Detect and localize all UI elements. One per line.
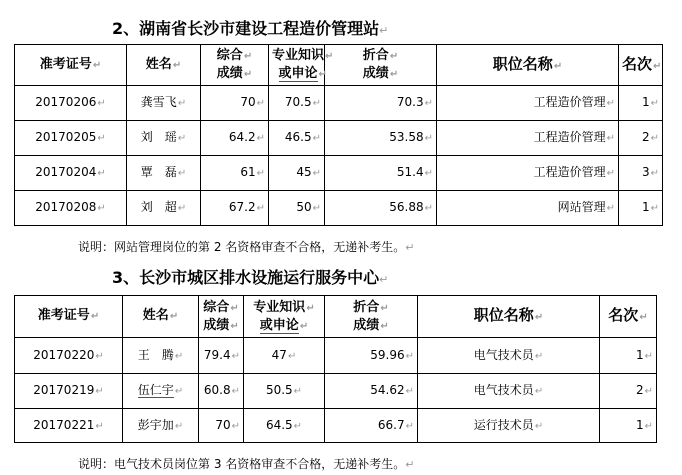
table-row (15, 409, 657, 443)
cell-position: 电气技术员↵ (418, 338, 600, 374)
cell-composite-score: 61↵ (201, 156, 269, 191)
cell-converted-score: 56.88↵ (325, 191, 437, 226)
header-name: 姓名↵ (127, 45, 201, 86)
cell-name: 刘 超↵ (127, 191, 201, 226)
table-row (15, 338, 657, 374)
cell-professional: 45↵ (269, 156, 325, 191)
cell-professional: 50.5↵ (244, 374, 325, 409)
cell-position: 运行技术员↵ (418, 409, 600, 443)
header-composite-score: 综合↵ 成绩↵ (201, 45, 269, 86)
cell-position: 工程造价管理↵ (437, 86, 619, 121)
header-position: 职位名称↵ (437, 45, 619, 86)
section-heading: 2、湖南省长沙市建设工程造价管理站↵ (112, 19, 389, 38)
header-name: 姓名↵ (123, 296, 199, 338)
cell-rank: 1↵ (600, 409, 657, 443)
cell-converted-score: 66.7↵ (325, 409, 418, 443)
cell-rank: 1↵ (600, 338, 657, 374)
header-rank: 名次↵ (600, 296, 657, 338)
header-composite-score: 综合↵ 成绩↵ (199, 296, 244, 338)
cell-converted-score: 54.62↵ (325, 374, 418, 409)
cell-composite-score: 64.2↵ (201, 121, 269, 156)
cell-name: 覃 磊↵ (127, 156, 201, 191)
table-header-row (15, 45, 663, 86)
cell-composite-score: 79.4↵ (199, 338, 244, 374)
header-exam-id: 准考证号↵ (15, 45, 127, 86)
cell-exam-id: 20170206↵ (15, 86, 127, 121)
cell-converted-score: 59.96↵ (325, 338, 418, 374)
header-exam-id: 准考证号↵ (15, 296, 123, 338)
cell-exam-id: 20170220↵ (15, 338, 123, 374)
cell-rank: 1↵ (619, 86, 663, 121)
cell-composite-score: 60.8↵ (199, 374, 244, 409)
section-heading: 3、长沙市城区排水设施运行服务中心↵ (112, 268, 389, 287)
cell-converted-score: 51.4↵ (325, 156, 437, 191)
results-table (14, 44, 663, 226)
cell-exam-id: 20170208↵ (15, 191, 127, 226)
header-converted-score: 折合↵ 成绩↵ (325, 45, 437, 86)
cell-rank: 3↵ (619, 156, 663, 191)
cell-professional: 46.5↵ (269, 121, 325, 156)
section-note: 说明：网站管理岗位的第 2 名资格审查不合格，无递补考生。↵ (78, 240, 415, 254)
cell-composite-score: 70↵ (199, 409, 244, 443)
cell-composite-score: 70↵ (201, 86, 269, 121)
cell-exam-id: 20170204↵ (15, 156, 127, 191)
table-row (15, 374, 657, 409)
cell-composite-score: 67.2↵ (201, 191, 269, 226)
cell-position: 电气技术员↵ (418, 374, 600, 409)
cell-exam-id: 20170205↵ (15, 121, 127, 156)
cell-professional: 50↵ (269, 191, 325, 226)
cell-converted-score: 53.58↵ (325, 121, 437, 156)
header-professional: 专业知识↵ 或申论↵ (269, 45, 325, 86)
table-row (15, 156, 663, 191)
cell-professional: 70.5↵ (269, 86, 325, 121)
results-table (14, 295, 657, 443)
cell-rank: 2↵ (619, 121, 663, 156)
cell-professional: 47↵ (244, 338, 325, 374)
section-note: 说明：电气技术员岗位第 3 名资格审查不合格，无递补考生。↵ (78, 457, 415, 471)
table-header-row (15, 296, 657, 338)
cell-exam-id: 20170219↵ (15, 374, 123, 409)
header-professional: 专业知识↵ 或申论↵ (244, 296, 325, 338)
cell-converted-score: 70.3↵ (325, 86, 437, 121)
cell-name: 刘 瑶↵ (127, 121, 201, 156)
cell-position: 工程造价管理↵ (437, 156, 619, 191)
header-rank: 名次↵ (619, 45, 663, 86)
cell-rank: 2↵ (600, 374, 657, 409)
table-row (15, 86, 663, 121)
cell-professional: 64.5↵ (244, 409, 325, 443)
cell-rank: 1↵ (619, 191, 663, 226)
cell-position: 工程造价管理↵ (437, 121, 619, 156)
cell-name: 龚雪飞↵ (127, 86, 201, 121)
table-row (15, 121, 663, 156)
cell-name: 王 腾↵ (123, 338, 199, 374)
cell-exam-id: 20170221↵ (15, 409, 123, 443)
cell-name: 彭宇加↵ (123, 409, 199, 443)
cell-position: 网站管理↵ (437, 191, 619, 226)
table-row (15, 191, 663, 226)
header-position: 职位名称↵ (418, 296, 600, 338)
cell-name: 伍仁宇↵ (123, 374, 199, 409)
header-converted-score: 折合↵ 成绩↵ (325, 296, 418, 338)
